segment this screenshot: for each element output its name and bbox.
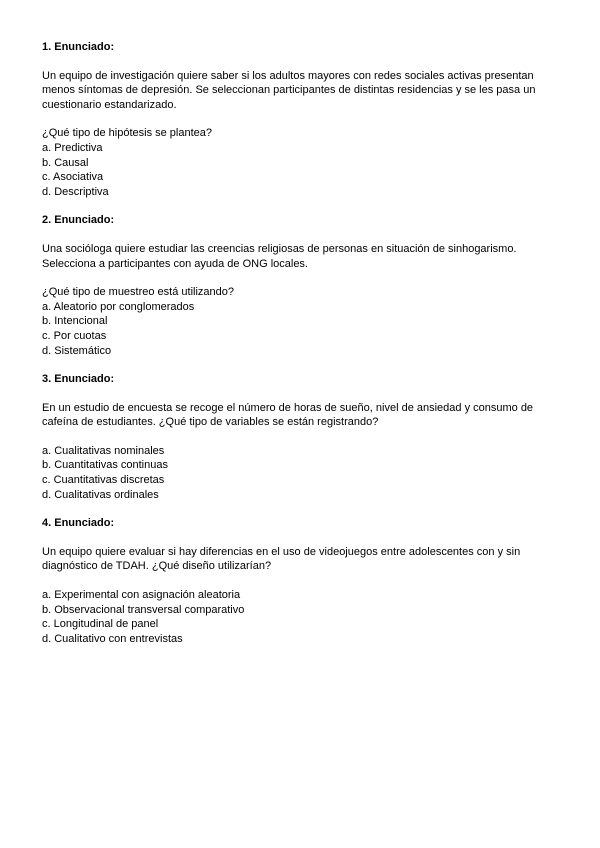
question-statement: Una socióloga quiere estudiar las creencias religiosas de personas en situación de sinhogarismo. Selecciona a participantes con ayuda de ONG locales. <box>42 242 517 270</box>
answer-option: a. Experimental con asignación aleatoria <box>42 589 241 602</box>
question-1 <box>42 40 562 199</box>
question-statement: En un estudio de encuesta se recoge el número de horas de sueño, nivel de ansiedad y consumo de cafeína de estudiantes. ¿Qué tipo de variables se están registrando? <box>42 401 534 429</box>
answer-options <box>42 141 562 199</box>
answer-option: b. Cuantitativas continuas <box>42 459 168 472</box>
question-statement: Un equipo de investigación quiere saber si los adultos mayores con redes sociales activas presentan menos síntomas de depresión. Se seleccionan participantes de distintas residencias y se les pasa un cuestionario estandarizado. <box>42 69 536 111</box>
question-heading: 1. Enunciado: <box>42 41 115 53</box>
answer-option: b. Observacional transversal comparativo <box>42 603 245 616</box>
answer-options <box>42 300 562 358</box>
answer-options <box>42 444 562 502</box>
question-heading: 3. Enunciado: <box>42 373 115 386</box>
question-heading: 2. Enunciado: <box>42 214 115 227</box>
answer-option: d. Sistemático <box>42 344 112 357</box>
answer-options <box>42 588 562 646</box>
answer-option: b. Intencional <box>42 315 108 328</box>
answer-option: a. Cualitativas nominales <box>42 444 165 457</box>
answer-option: a. Aleatorio por conglomerados <box>42 300 195 313</box>
answer-option: c. Longitudinal de panel <box>42 618 159 631</box>
question-4 <box>42 516 562 646</box>
answer-option: b. Causal <box>42 156 89 169</box>
question-prompt: ¿Qué tipo de hipótesis se plantea? <box>42 127 213 140</box>
answer-option: d. Cualitativas ordinales <box>42 488 159 501</box>
answer-option: d. Cualitativo con entrevistas <box>42 632 183 645</box>
answer-option: d. Descriptiva <box>42 185 109 198</box>
question-prompt: ¿Qué tipo de muestreo está utilizando? <box>42 286 235 299</box>
question-statement: Un equipo quiere evaluar si hay diferencias en el uso de videojuegos entre adolescentes con y sin diagnóstico de TDAH. ¿Qué diseño utilizarían? <box>42 545 521 573</box>
question-heading: 4. Enunciado: <box>42 517 115 530</box>
answer-option: a. Predictiva <box>42 141 103 154</box>
answer-option: c. Asociativa <box>42 171 104 184</box>
answer-option: c. Por cuotas <box>42 329 107 342</box>
question-2 <box>42 213 562 358</box>
document-page <box>42 40 562 660</box>
question-3 <box>42 372 562 502</box>
answer-option: c. Cuantitativas discretas <box>42 474 165 487</box>
